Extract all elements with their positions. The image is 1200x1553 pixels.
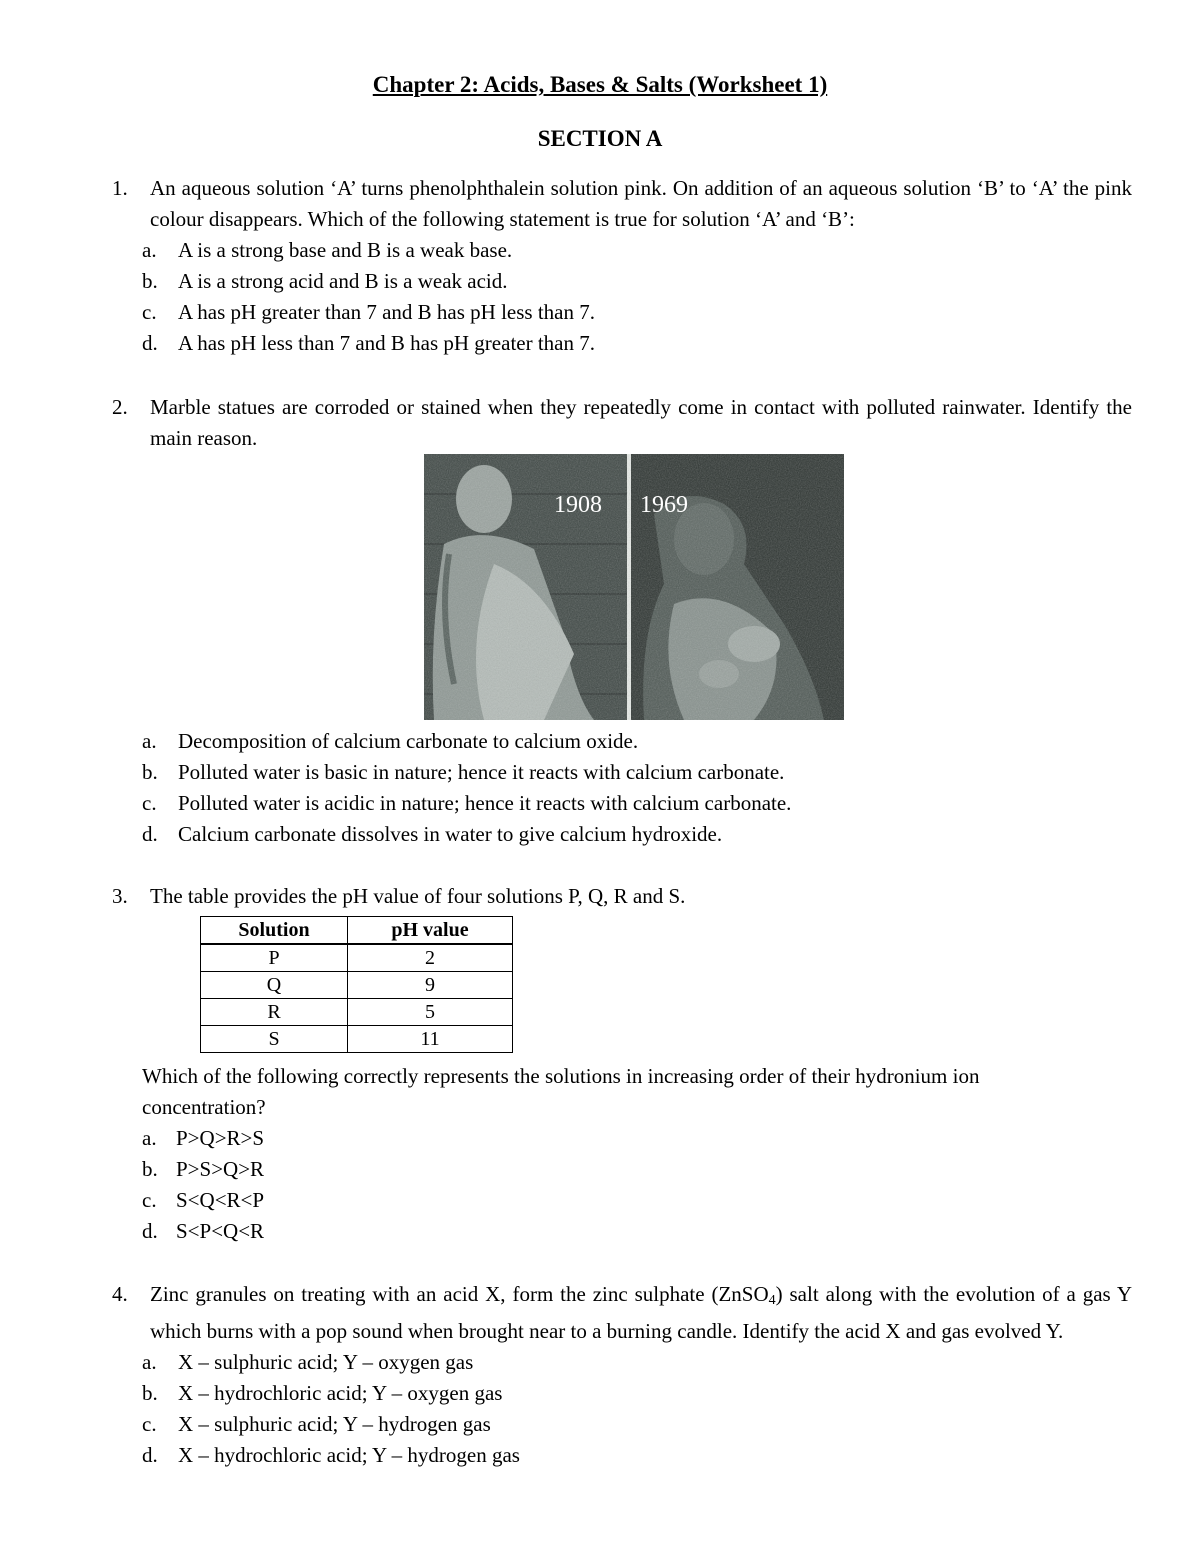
options-list [142, 1347, 1132, 1471]
option-b [142, 1154, 1102, 1185]
question-text-part: ) salt along with the evolution of a gas Y which burns with a pop sound when brought near to a burning candle. Identify the acid X and gas evolved Y. [150, 1282, 1132, 1343]
option-text: P>S>Q>R [176, 1157, 265, 1181]
question-4 [112, 1279, 1132, 1471]
option-a [142, 1123, 1102, 1154]
option-letter: d. [142, 1219, 158, 1243]
question-text: An aqueous solution ‘A’ turns phenolphthalein solution pink. On addition of an aqueous solution ‘B’ to ‘A’ the pink colour disappears. Which of the following statement is true for solution ‘A’ and ‘B’: [150, 176, 1132, 231]
option-letter: c. [142, 1412, 157, 1436]
option-d [142, 328, 1132, 359]
option-letter: b. [142, 269, 158, 293]
question-3-followup [142, 1061, 1102, 1247]
table-cell: Q [201, 972, 348, 999]
table-cell: 11 [348, 1026, 513, 1053]
option-letter: a. [142, 1350, 157, 1374]
option-d [142, 819, 1132, 850]
table-header: pH value [348, 917, 513, 945]
question-number: 4. [112, 1282, 128, 1306]
option-text: A has pH less than 7 and B has pH greater than 7. [178, 331, 595, 355]
ph-table [200, 916, 513, 1053]
option-text: Polluted water is acidic in nature; hence it reacts with calcium carbonate. [178, 791, 792, 815]
option-d [142, 1440, 1132, 1471]
options-list [142, 1123, 1102, 1247]
table-cell: R [201, 999, 348, 1026]
option-text: S<Q<R<P [176, 1188, 265, 1212]
option-letter: b. [142, 1157, 158, 1181]
option-c [142, 1409, 1132, 1440]
options-list [142, 726, 1132, 850]
option-text: A has pH greater than 7 and B has pH less than 7. [178, 300, 595, 324]
question-text-part: Zinc granules on treating with an acid X, form the zinc sulphate (ZnSO [150, 1282, 769, 1306]
question-number: 2. [112, 395, 128, 419]
option-letter: c. [142, 300, 157, 324]
option-letter: c. [142, 1188, 157, 1212]
table-row [201, 944, 513, 972]
option-c [142, 1185, 1102, 1216]
option-text: Polluted water is basic in nature; hence it reacts with calcium carbonate. [178, 760, 785, 784]
option-letter: d. [142, 1443, 158, 1467]
question-number: 1. [112, 176, 128, 200]
section-heading: SECTION A [537, 126, 663, 151]
subscript: 4 [768, 1293, 776, 1308]
table-header: Solution [201, 917, 348, 945]
worksheet-title: Chapter 2: Acids, Bases & Salts (Worksheet 1) [372, 72, 828, 97]
question-text [150, 1279, 1132, 1347]
option-letter: a. [142, 238, 157, 262]
question-1 [112, 173, 1132, 359]
option-text: Calcium carbonate dissolves in water to give calcium hydroxide. [178, 822, 723, 846]
options-list [142, 235, 1132, 359]
table-row [201, 1026, 513, 1053]
option-text: A is a strong base and B is a weak base. [178, 238, 513, 262]
table-cell: 9 [348, 972, 513, 999]
option-text: S<P<Q<R [176, 1219, 265, 1243]
question-2 [112, 392, 1132, 454]
option-text: X – hydrochloric acid; Y – hydrogen gas [178, 1443, 520, 1467]
question-text: Marble statues are corroded or stained when they repeatedly come in contact with polluted rainwater. Identify the main reason. [150, 395, 1132, 450]
option-letter: c. [142, 791, 157, 815]
option-a [142, 726, 1132, 757]
option-text: A is a strong acid and B is a weak acid. [178, 269, 508, 293]
photo-label-1908: 1908 [554, 492, 602, 518]
option-b [142, 1378, 1132, 1409]
option-letter: b. [142, 760, 158, 784]
option-a [142, 1347, 1132, 1378]
table-cell: S [201, 1026, 348, 1053]
option-text: X – hydrochloric acid; Y – oxygen gas [178, 1381, 503, 1405]
table-row [201, 999, 513, 1026]
question-text: The table provides the pH value of four solutions P, Q, R and S. [150, 884, 686, 908]
table-cell: P [201, 944, 348, 972]
option-text: X – sulphuric acid; Y – hydrogen gas [178, 1412, 491, 1436]
option-text: X – sulphuric acid; Y – oxygen gas [178, 1350, 474, 1374]
option-letter: b. [142, 1381, 158, 1405]
question-2-options [112, 726, 1132, 850]
option-b [142, 266, 1132, 297]
option-letter: d. [142, 331, 158, 355]
table-header-row [201, 917, 513, 945]
table-cell: 2 [348, 944, 513, 972]
option-letter: a. [142, 729, 157, 753]
option-c [142, 788, 1132, 819]
question-3 [112, 881, 1132, 912]
option-a [142, 235, 1132, 266]
question-followup-text: Which of the following correctly represents the solutions in increasing order of their hydronium ion concentration? [142, 1064, 980, 1119]
photo-label-1969: 1969 [640, 492, 688, 518]
marble-statue-photo [424, 454, 844, 720]
option-text: P>Q>R>S [176, 1126, 265, 1150]
table-row [201, 972, 513, 999]
option-c [142, 297, 1132, 328]
table-cell: 5 [348, 999, 513, 1026]
option-letter: d. [142, 822, 158, 846]
option-d [142, 1216, 1102, 1247]
option-b [142, 757, 1132, 788]
option-text: Decomposition of calcium carbonate to calcium oxide. [178, 729, 639, 753]
option-letter: a. [142, 1126, 157, 1150]
question-number: 3. [112, 884, 128, 908]
